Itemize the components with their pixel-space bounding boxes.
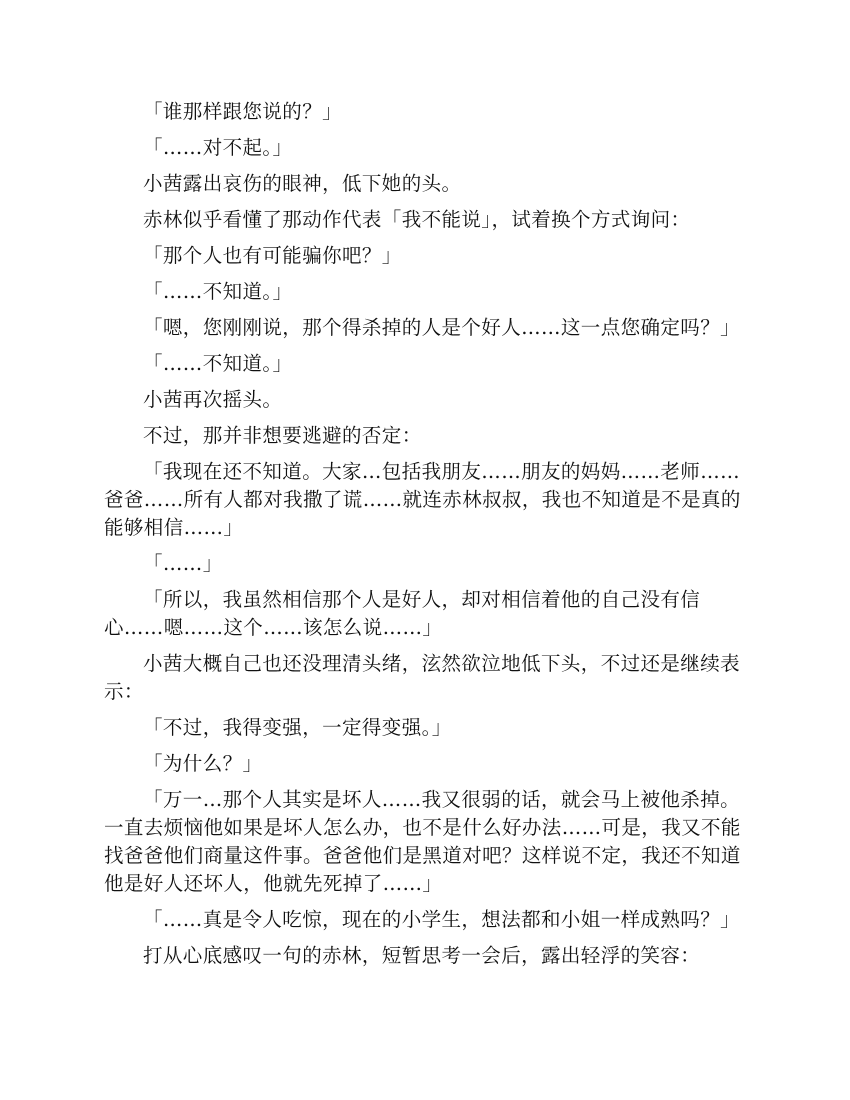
paragraph: 「我现在还不知道。大家…包括我朋友……朋友的妈妈……老师……爸爸……所有人都对我撒了谎……就连赤林叔叔，我也不知道是不是真的能够相信……」 — [104, 460, 741, 539]
paragraph: 「……不知道。」 — [143, 280, 293, 303]
paragraph: 「……不知道。」 — [143, 352, 293, 375]
paragraph: 「不过，我得变强，一定得变强。」 — [143, 716, 452, 739]
paragraph: 小茜再次摇头。 — [143, 388, 283, 411]
body-text — [104, 98, 748, 978]
paragraph: 「……对不起。」 — [143, 136, 293, 159]
paragraph: 小茜露出哀伤的眼神，低下她的头。 — [143, 172, 462, 195]
paragraph: 小茜大概自己也还没理清头绪，泫然欲泣地低下头，不过还是继续表示： — [104, 652, 741, 703]
paragraph: 「万一…那个人其实是坏人……我又很弱的话，就会马上被他杀掉。一直去烦恼他如果是坏人怎么办，也不是什么好办法……可是，我又不能找爸爸他们商量这件事。爸爸他们是黑道对吧？这样说不定，我还不知道他是好人还坏人，他就先死掉了……」 — [104, 788, 741, 895]
paragraph: 「那个人也有可能骗你吧？」 — [143, 244, 402, 267]
paragraph: 「为什么？」 — [143, 752, 263, 775]
paragraph: 「……」 — [143, 552, 223, 575]
paragraph: 不过，那并非想要逃避的否定： — [143, 424, 422, 447]
paragraph: 「谁那样跟您说的？」 — [143, 100, 343, 123]
paragraph: 「……真是令人吃惊，现在的小学生，想法都和小姐一样成熟吗？」 — [143, 908, 741, 931]
paragraph: 「嗯，您刚刚说，那个得杀掉的人是个好人……这一点您确定吗？」 — [143, 316, 741, 339]
paragraph: 打从心底感叹一句的赤林，短暂思考一会后，露出轻浮的笑容： — [143, 944, 701, 967]
paragraph: 赤林似乎看懂了那动作代表「我不能说」，试着换个方式询问： — [143, 208, 691, 231]
paragraph: 「所以，我虽然相信那个人是好人，却对相信着他的自己没有信心……嗯……这个……该怎么说……」 — [104, 588, 701, 639]
